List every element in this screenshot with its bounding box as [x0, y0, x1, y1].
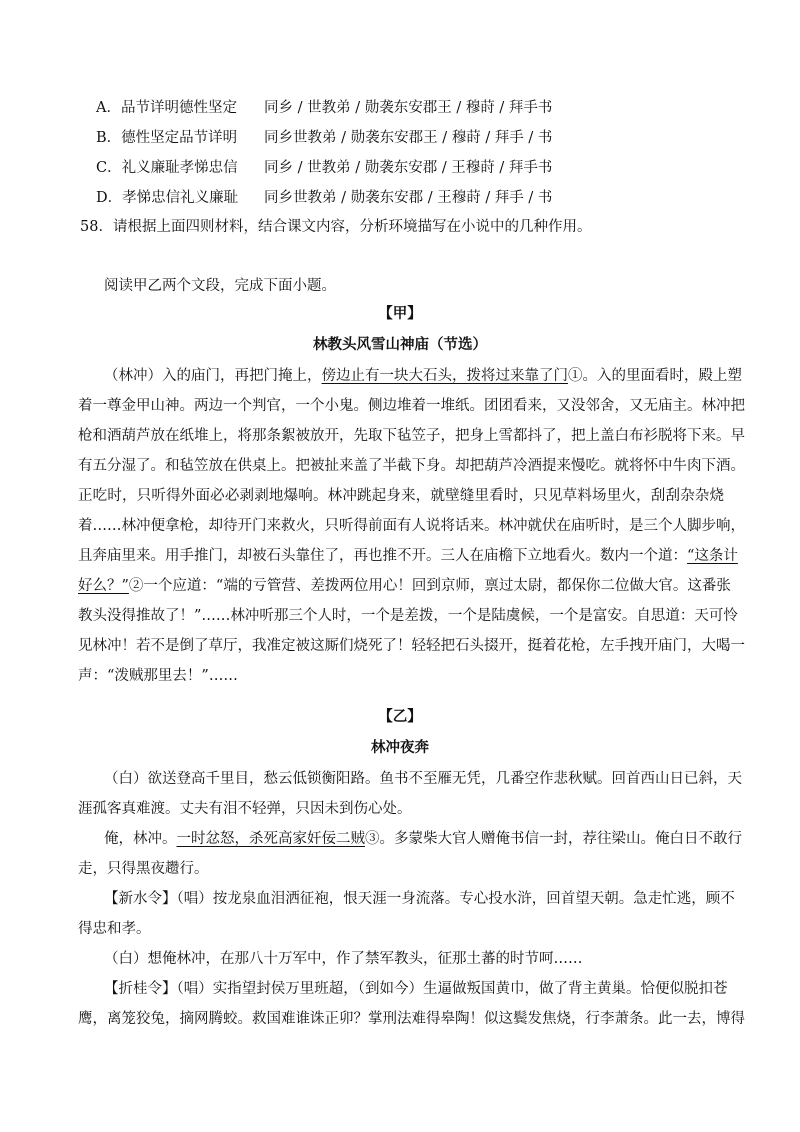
jia-line-3: 枪和酒葫芦放在纸堆上，将那条絮被放开，先取下毡笠子，把身上雪都抖了，把上盖白布衫脱将下来。早 [78, 428, 745, 444]
option-b [96, 128, 552, 148]
yi-line-3 [104, 829, 742, 849]
text-segment: ①。入的里面看时，殿上塑 [568, 368, 742, 384]
underlined-segment: 好么？” [78, 578, 129, 594]
underlined-segment: 傍边止有一块大石头，拨将过来靠了门 [321, 368, 568, 384]
option-a-value: 同乡 / 世教弟 / 勋袭东安郡王 / 穆莳 / 拜手书 [264, 100, 553, 116]
text-segment: 且奔庙里来。用手推门，却被石头靠住了，再也推不开。三人在庙檐下立地看火。数内一个道： [78, 548, 687, 564]
question-58: 58．请根据上面四则材料，结合课文内容，分析环境描写在小说中的几种作用。 [80, 219, 592, 235]
yi-line-8: 【折桂令】（唱）实指望封侯万里班超，（到如今）生逼做叛国黄巾，做了背主黄巢。恰便似脱扣苍 [104, 981, 728, 997]
yi-title: 林冲夜奔 [371, 739, 429, 756]
yi-marker: 【乙】 [378, 708, 422, 725]
option-c-value: 同乡 / 世教弟 / 勋袭东安郡 / 王穆莳 / 拜手书 [264, 160, 553, 176]
option-d-label: D．孝悌忠信礼义廉耻 [96, 190, 239, 206]
jia-line-11: 声：“泼贼那里去！”…… [78, 668, 238, 684]
option-d [96, 188, 552, 208]
text-segment: ②一个应道：“端的亏管营、差拨两位用心！回到京师，禀过太尉，都保你二位做大官。这番张 [128, 578, 731, 594]
underlined-segment: “这条计 [687, 548, 738, 564]
yi-line-7: （白）想俺林冲，在那八十万军中，作了禁军教头，征那土蕃的时节呵…… [104, 951, 583, 967]
jia-line-1 [104, 366, 742, 386]
text-segment: ③。多蒙柴大官人赠俺书信一封，荐往梁山。俺白日不敢行 [365, 831, 742, 847]
jia-line-9: 教头没得推故了！”……林冲听那三个人时，一个是差拨，一个是陆虞候，一个是富安。自思道：天可怜 [78, 608, 738, 624]
yi-line-4: 走，只得黑夜趱行。 [78, 861, 209, 877]
jia-line-5: 正吃时，只听得外面必必剥剥地爆响。林冲跳起身来，就壁缝里看时，只见草料场里火，刮刮杂杂烧 [78, 488, 724, 504]
yi-line-9: 鹰，离笼狡兔，摘网腾蛟。救国难谁诛正卯？掌刑法难得皋陶！似这鬓发焦烧，行李萧条。此一去，博得 [78, 1011, 745, 1027]
yi-line-5: 【新水令】（唱）按龙泉血泪洒征袍，恨天涯一身流落。专心投水浒，回首望天朝。急走忙逃，顾不 [104, 891, 735, 907]
jia-line-2: 着一尊金甲山神。两边一个判官，一个小鬼。侧边堆着一堆纸。团团看来，又没邻舍，又无庙主。林冲把 [78, 398, 745, 414]
option-b-value: 同乡世教弟 / 勋袭东安郡王 / 穆莳 / 拜手 / 书 [264, 130, 553, 146]
jia-title: 林教头风雪山神庙（节选） [313, 336, 487, 353]
jia-line-10: 见林冲！若不是倒了草厅，我准定被这厮们烧死了！轻轻把石头掇开，挺着花枪，左手拽开庙门，大喝一 [78, 638, 745, 654]
option-a-label: A．品节详明德性坚定 [96, 100, 237, 116]
underlined-segment: 一时忿怒，杀死高家奸佞二贼 [176, 831, 365, 847]
option-c [96, 158, 552, 178]
jia-line-8 [78, 576, 731, 596]
jia-line-7 [78, 546, 738, 566]
option-b-label: B．德性坚定品节详明 [96, 130, 238, 146]
text-segment: （林冲）入的庙门，再把门掩上， [104, 368, 322, 384]
option-d-value: 同乡世教弟 / 勋袭东安郡 / 王穆莳 / 拜手 / 书 [264, 190, 553, 206]
jia-line-6: 着……林冲便拿枪，却待开门来救火，只听得前面有人说将话来。林冲就伏在庙听时，是三个人脚步响， [78, 518, 745, 534]
jia-line-4: 有五分湿了。和毡笠放在供桌上。把被扯来盖了半截下身。却把葫芦冷酒提来慢吃。就将怀中牛肉下酒。 [78, 458, 745, 474]
option-c-label: C．礼义廉耻孝悌忠信 [96, 160, 238, 176]
option-a [96, 98, 552, 118]
reading-intro: 阅读甲乙两个文段，完成下面小题。 [104, 278, 336, 294]
jia-marker: 【甲】 [378, 305, 422, 322]
text-segment: 俺，林冲。 [104, 831, 177, 847]
yi-line-6: 得忠和孝。 [78, 921, 151, 937]
yi-line-1: （白）欲送登高千里目，愁云低锁衡阳路。鱼书不至雁无凭，几番空作悲秋赋。回首西山日已斜，天 [104, 771, 742, 787]
yi-line-2: 涯孤客真难渡。丈夫有泪不轻弹，只因未到伤心处。 [78, 801, 412, 817]
